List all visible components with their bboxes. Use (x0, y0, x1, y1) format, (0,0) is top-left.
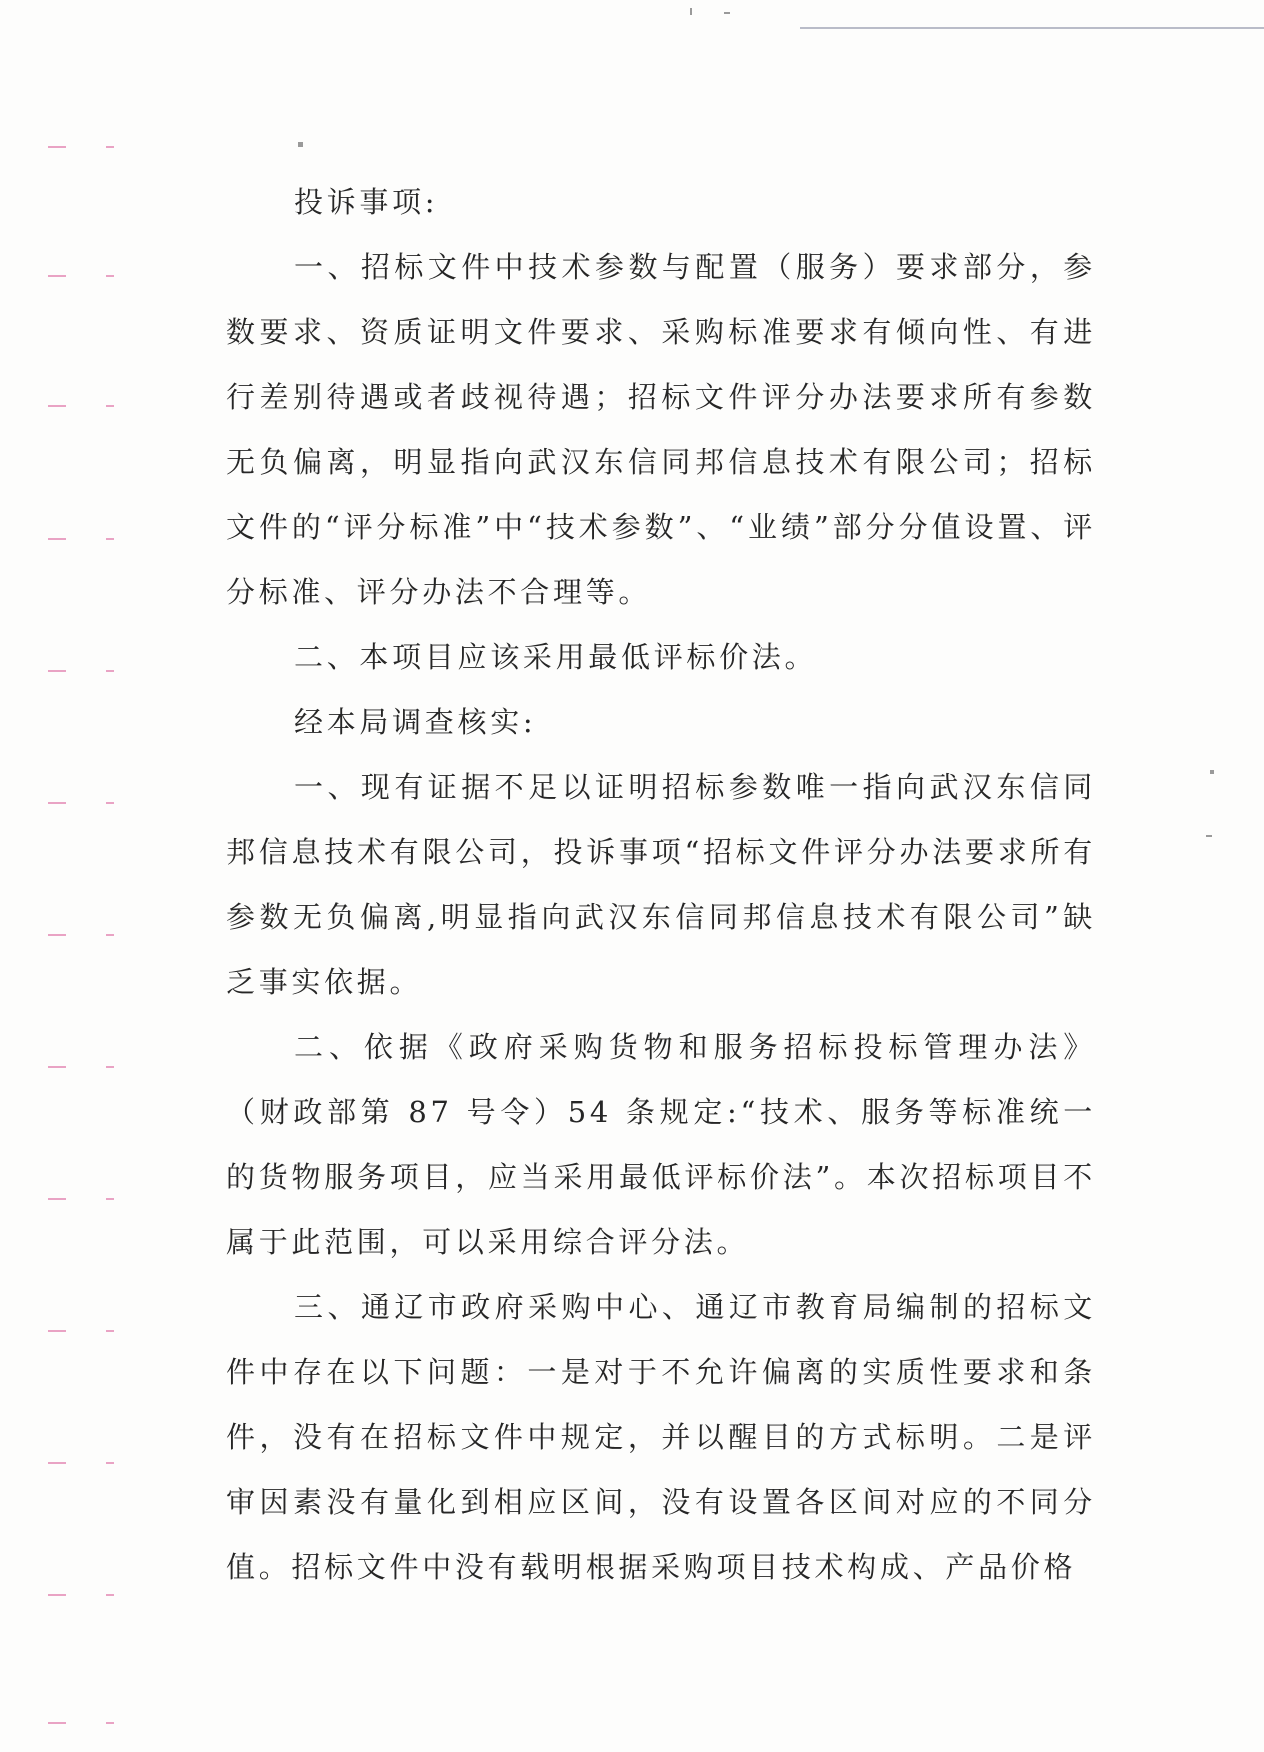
binding-margin-mark (106, 1594, 114, 1596)
binding-margin-mark (106, 538, 114, 540)
binding-margin-mark (48, 1594, 66, 1596)
binding-margin-mark (106, 275, 114, 277)
finding-1: 一、现有证据不足以证明招标参数唯一指向武汉东信同邦信息技术有限公司，投诉事项“招标文件评分办法要求所有参数无负偏离,明显指向武汉东信同邦信息技术有限公司”缺乏事实依据。 (226, 770, 1096, 999)
binding-margin-mark (106, 1198, 114, 1200)
top-border-line (800, 27, 1264, 29)
binding-margin-mark (48, 670, 66, 672)
binding-margin-mark (48, 146, 66, 148)
binding-margin-mark (106, 1462, 114, 1464)
binding-margin-mark (48, 275, 66, 277)
finding-2: 二、依据《政府采购货物和服务招标投标管理办法》（财政部第 87 号令）54 条规定:“技术、服务等标准统一的货物服务项目，应当采用最低评标价法”。本次招标项目不属于此范围，可以采用综合评分法。 (226, 1030, 1096, 1259)
scan-speck (1206, 835, 1212, 837)
binding-margin-mark (106, 1066, 114, 1068)
scan-speck (1210, 770, 1214, 774)
binding-margin-mark (48, 405, 66, 407)
binding-margin-mark (48, 1722, 66, 1724)
binding-margin-mark (106, 934, 114, 936)
complaint-item-1: 一、招标文件中技术参数与配置（服务）要求部分，参数要求、资质证明文件要求、采购标准要求有倾向性、有进行差别待遇或者歧视待遇；招标文件评分办法要求所有参数无负偏离，明显指向武汉东信同邦信息技术有限公司；招标文件的“评分标准”中“技术参数”、“业绩”部分分值设置、评分标准、评分办法不合理等。 (226, 250, 1096, 609)
scan-speck (724, 12, 730, 14)
document-body (226, 170, 1096, 1600)
finding-3: 三、通辽市政府采购中心、通辽市教育局编制的招标文件中存在以下问题：一是对于不允许偏离的实质性要求和条件，没有在招标文件中规定，并以醒目的方式标明。二是评审因素没有量化到相应区间，没有设置各区间对应的不同分值。招标文件中没有载明根据采购项目技术构成、产品价格 (226, 1290, 1096, 1584)
binding-margin-mark (48, 1330, 66, 1332)
binding-margin-mark (106, 146, 114, 148)
binding-margin-mark (106, 670, 114, 672)
scan-speck (690, 8, 692, 15)
scan-speck (298, 142, 303, 147)
binding-margin-mark (48, 802, 66, 804)
binding-margin-mark (106, 802, 114, 804)
binding-margin-mark (48, 1066, 66, 1068)
binding-margin-mark (48, 934, 66, 936)
findings-heading: 经本局调查核实: (294, 705, 537, 739)
binding-margin-mark (48, 1462, 66, 1464)
binding-margin-mark (106, 405, 114, 407)
binding-margin-mark (48, 1198, 66, 1200)
binding-margin-mark (106, 1330, 114, 1332)
binding-margin-mark (106, 1722, 114, 1724)
complaint-heading: 投诉事项: (294, 185, 439, 219)
complaint-item-2: 二、本项目应该采用最低评标价法。 (294, 640, 818, 674)
binding-margin-mark (48, 538, 66, 540)
